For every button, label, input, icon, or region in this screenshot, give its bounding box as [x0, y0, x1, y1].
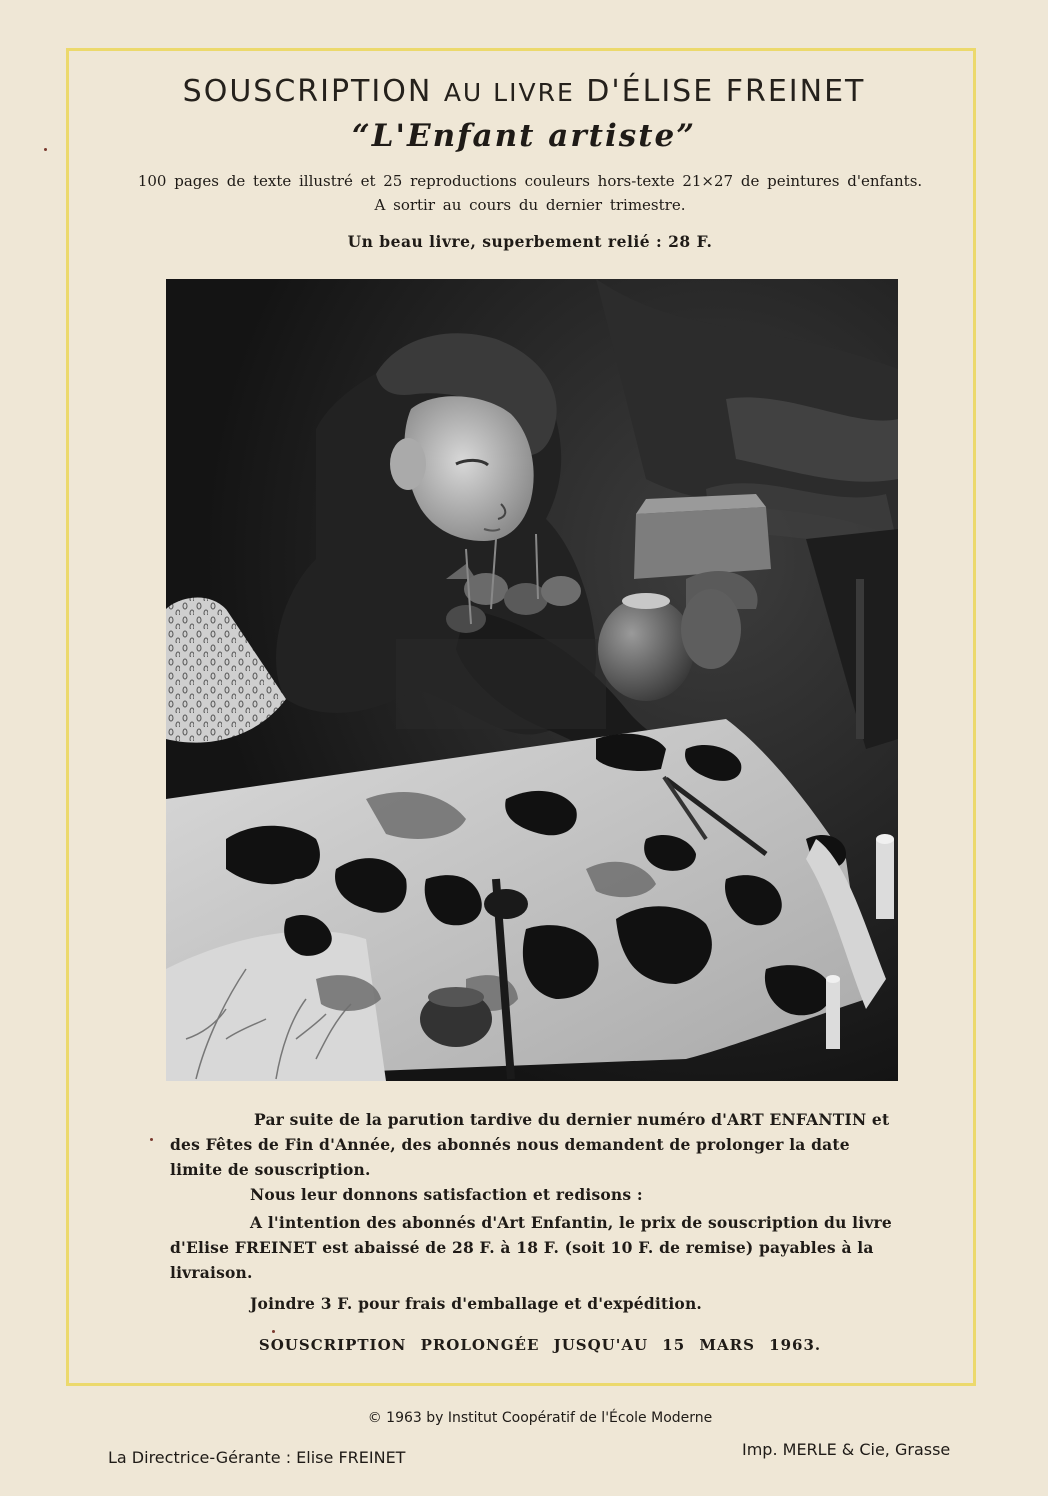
closing-subscription-deadline: SOUSCRIPTION PROLONGÉE JUSQU'AU 15 MARS 1963.	[258, 1336, 822, 1354]
body-paragraph-3: A l'intention des abonnés d'Art Enfantin, le prix de souscription du livre d'Elise FREINET est abaissé de 28 F. à 18 F. (soit 10 F. de remise) payables à la livraison.	[170, 1213, 892, 1282]
paper-speck	[150, 1138, 153, 1141]
book-description-line1: 100 pages de texte illustré et 25 reproductions couleurs hors-texte 21×27 de peintures d'enfants.	[137, 172, 923, 190]
child-painting-photo	[166, 279, 898, 1081]
heading-word-elise: D'ÉLISE	[586, 74, 715, 109]
heading-word-freinet: FREINET	[725, 74, 866, 109]
subscription-heading	[0, 74, 1048, 109]
body-paragraph-1: Par suite de la parution tardive du dernier numéro d'ART ENFANTIN et des Fêtes de Fin d'Année, des abonnés nous demandent de prolonger la date limite de souscription.	[170, 1110, 890, 1179]
printer-line: Imp. MERLE & Cie, Grasse	[742, 1440, 951, 1459]
heading-word-souscription: SOUSCRIPTION	[182, 74, 433, 109]
director-line: La Directrice-Gérante : Elise FREINET	[108, 1448, 406, 1467]
photo-illustration	[166, 279, 898, 1081]
paper-speck	[44, 148, 47, 151]
paper-speck	[272, 1330, 275, 1333]
copyright-line: © 1963 by Institut Coopératif de l'École Moderne	[367, 1410, 713, 1426]
body-paragraph-4: Joindre 3 F. pour frais d'emballage et d'expédition.	[250, 1294, 703, 1313]
book-description-line2: A sortir au cours du dernier trimestre.	[374, 196, 686, 214]
book-title: “L'Enfant artiste”	[351, 118, 697, 154]
book-price-line: Un beau livre, superbement relié : 28 F.	[347, 232, 713, 251]
body-paragraph-2: Nous leur donnons satisfaction et redisons :	[250, 1185, 643, 1204]
heading-word-au-livre: AU LIVRE	[443, 78, 575, 107]
